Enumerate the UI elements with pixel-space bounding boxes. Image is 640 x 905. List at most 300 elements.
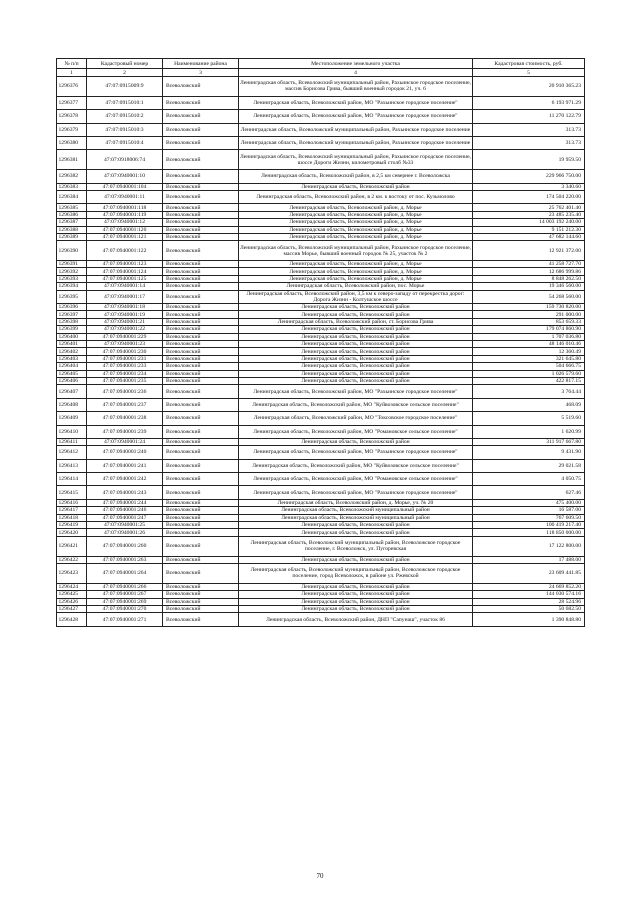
cadastral-value: 1 026 579.60 (473, 370, 585, 377)
district-name: Всеволожский (163, 499, 239, 506)
cadastral-value: 468.09 (473, 398, 585, 411)
cadastral-value-table (56, 58, 585, 627)
district-name: Всеволожский (163, 514, 239, 521)
row-number: 1296400 (57, 333, 87, 340)
district-name: Всеволожский (163, 204, 239, 211)
cadastral-value: 11 270 122.79 (473, 110, 585, 123)
district-name: Всеволожский (163, 219, 239, 226)
district-name: Всеволожский (163, 536, 239, 556)
cadastral-number: 47:07:0940001:11 (87, 190, 163, 203)
district-name: Всеволожский (163, 563, 239, 583)
table-row (57, 123, 585, 136)
cadastral-value: 23 485 235.40 (473, 211, 585, 218)
cadastral-number: 47:07:0940001:264 (87, 563, 163, 583)
table-row (57, 598, 585, 605)
cadastral-value: 4 050.75 (473, 473, 585, 486)
district-name: Всеволожский (163, 363, 239, 370)
cadastral-value: 179 074 860.90 (473, 326, 585, 333)
row-number: 1296411 (57, 438, 87, 445)
plot-location: Ленинградская область, Всеволожский район, МО "Рахьинское городское поселение" (239, 446, 473, 459)
district-name: Всеволожский (163, 333, 239, 340)
plot-location: Ленинградская область, Всеволожский район, д. Морье, уч. № 20 (239, 499, 473, 506)
cadastral-value: 3 764.44 (473, 385, 585, 398)
row-number: 1296403 (57, 355, 87, 362)
plot-location: Ленинградская область, Всеволожский муниципальный район, Всеволожское городское поселение, город Всеволожск, в районе ул. Ржевской (239, 563, 473, 583)
cadastral-number: 47:07:0940001:24 (87, 438, 163, 445)
cadastral-value: 174 504 220.00 (473, 190, 585, 203)
cadastral-number: 47:07:0940001:23 (87, 340, 163, 347)
row-number: 1296418 (57, 514, 87, 521)
row-number: 1296424 (57, 583, 87, 590)
table-row (57, 283, 585, 290)
district-name: Всеволожский (163, 438, 239, 445)
cadastral-number: 47:07:0940001:271 (87, 613, 163, 626)
cadastral-value: 1 620.99 (473, 425, 585, 438)
row-number: 1296390 (57, 241, 87, 261)
district-name: Всеволожский (163, 110, 239, 123)
cadastral-value: 17 122 800.00 (473, 536, 585, 556)
row-number: 1296406 (57, 377, 87, 384)
cadastral-number: 47:07:0940001:247 (87, 514, 163, 521)
plot-location: Ленинградская область, Всеволожский район, д. Морье (239, 226, 473, 233)
column-index: 3 (163, 69, 239, 77)
column-index-row (57, 69, 585, 77)
cadastral-number: 47:07:0918006:74 (87, 150, 163, 170)
row-number: 1296402 (57, 348, 87, 355)
plot-location: Ленинградская область, Всеволожский район, в 2,5 км севернее г. Всеволожска (239, 170, 473, 183)
cadastral-value: 422 817.15 (473, 377, 585, 384)
table-row (57, 514, 585, 521)
cadastral-number: 47:07:0940001:246 (87, 507, 163, 514)
plot-location: Ленинградская область, Всеволожский район, д. Морье (239, 261, 473, 268)
plot-location: Ленинградская область, Всеволожский район, д. Морье (239, 233, 473, 240)
cadastral-value: 19 959.50 (473, 150, 585, 170)
cadastral-value: 5 519.60 (473, 412, 585, 425)
table-row (57, 96, 585, 109)
cadastral-number: 47:07:0940001:26 (87, 529, 163, 536)
table-row (57, 438, 585, 445)
district-name: Всеволожский (163, 340, 239, 347)
cadastral-value: 9 151 212.30 (473, 226, 585, 233)
cadastral-value: 313.73 (473, 136, 585, 149)
row-number: 1296420 (57, 529, 87, 536)
cadastral-value: 313.73 (473, 123, 585, 136)
district-name: Всеволожский (163, 459, 239, 472)
plot-location: Ленинградская область, Всеволожский район, МО "Рахьинское городское поселение" (239, 96, 473, 109)
plot-location: Ленинградская область, Всеволожский район, д. Морье (239, 211, 473, 218)
district-name: Всеволожский (163, 529, 239, 536)
district-name: Всеволожский (163, 150, 239, 170)
plot-location: Ленинградская область, Всеволожский район, МО "Куйвозовское сельское поселение" (239, 459, 473, 472)
row-number: 1296421 (57, 536, 87, 556)
header-cadnum: Кадастровый номер (87, 59, 163, 69)
row-number: 1296382 (57, 170, 87, 183)
cadastral-number: 47:07:0940001:239 (87, 425, 163, 438)
plot-location: Ленинградская область, Всеволожский район, 3,5 км к северо-западу от перекрестка дорог: Дорога Жизни - Колтушское шоссе (239, 290, 473, 303)
table-row (57, 211, 585, 218)
district-name: Всеволожский (163, 355, 239, 362)
table-row (57, 398, 585, 411)
district-name: Всеволожский (163, 290, 239, 303)
plot-location: Ленинградская область, Всеволожский муниципальный район, Рахьинское городское поселение, массив Борисова Грива, бывший военный городок 21, уч. 6 (239, 77, 473, 97)
plot-location: Ленинградская область, Всеволожский район (239, 311, 473, 318)
row-number: 1296427 (57, 605, 87, 612)
row-number: 1296381 (57, 150, 87, 170)
cadastral-number: 47:07:0940001:236 (87, 385, 163, 398)
cadastral-number: 47:07:0940001:119 (87, 211, 163, 218)
row-number: 1296419 (57, 522, 87, 529)
cadastral-number: 47:07:0940001:240 (87, 446, 163, 459)
table-row (57, 136, 585, 149)
plot-location: Ленинградская область, Всеволожский район (239, 183, 473, 190)
row-number: 1296379 (57, 123, 87, 136)
district-name: Всеволожский (163, 77, 239, 97)
cadastral-value: 3 340.60 (473, 183, 585, 190)
district-name: Всеволожский (163, 261, 239, 268)
column-index: 5 (473, 69, 585, 77)
district-name: Всеволожский (163, 377, 239, 384)
cadastral-value: 159 730 820.00 (473, 304, 585, 311)
district-name: Всеволожский (163, 96, 239, 109)
cadastral-value: 853 659.33 (473, 318, 585, 325)
plot-location: Ленинградская область, Всеволожский район (239, 377, 473, 384)
cadastral-number: 47:07:0940001:243 (87, 486, 163, 499)
district-name: Всеволожский (163, 522, 239, 529)
plot-location: Ленинградская область, Всеволожский район, д. Морье (239, 219, 473, 226)
table-row (57, 473, 585, 486)
table-row (57, 204, 585, 211)
row-number: 1296422 (57, 556, 87, 563)
cadastral-value: 12 686 999.86 (473, 268, 585, 275)
plot-location: Ленинградская область, Всеволожский муниципальный район, Рахьинское городское поселение (239, 123, 473, 136)
cadastral-value: 50 682.50 (473, 605, 585, 612)
table-row (57, 522, 585, 529)
district-name: Всеволожский (163, 398, 239, 411)
plot-location: Ленинградская область, Всеволожский район, д. Морье (239, 275, 473, 282)
cadastral-value: 28 524.96 (473, 598, 585, 605)
table-row (57, 377, 585, 384)
table-row (57, 304, 585, 311)
cadastral-number: 47:07:0940001:233 (87, 363, 163, 370)
cadastral-number: 47:07:0940001:118 (87, 204, 163, 211)
row-number: 1296416 (57, 499, 87, 506)
table-row (57, 613, 585, 626)
cadastral-value: 19 346 560.00 (473, 283, 585, 290)
cadastral-value: 311 917 667.80 (473, 438, 585, 445)
plot-location: Ленинградская область, Всеволожский район (239, 355, 473, 362)
cadastral-number: 47:07:0915009:9 (87, 77, 163, 97)
cadastral-value: 12 921 372.00 (473, 241, 585, 261)
header-district: Наименование района (163, 59, 239, 69)
row-number: 1296409 (57, 412, 87, 425)
cadastral-number: 47:07:0940001:18 (87, 304, 163, 311)
table-row (57, 536, 585, 556)
plot-location: Ленинградская область, Всеволожский район (239, 583, 473, 590)
plot-location: Ленинградская область, Всеволожский район (239, 304, 473, 311)
cadastral-number: 47:07:0940001:238 (87, 412, 163, 425)
district-name: Всеволожский (163, 556, 239, 563)
cadastral-value: 16 587.00 (473, 507, 585, 514)
plot-location: Ленинградская область, Всеволожский район (239, 333, 473, 340)
table-row (57, 318, 585, 325)
cadastral-number: 47:07:0940001:10 (87, 170, 163, 183)
table-row (57, 446, 585, 459)
table-row (57, 363, 585, 370)
plot-location: Ленинградская область, Всеволожский муниципальный район, Всеволожское городское поселение, г. Всеволожск, ул. Пугоревская (239, 536, 473, 556)
plot-location: Ленинградская область, Всеволожский район (239, 556, 473, 563)
cadastral-value: 17 488.00 (473, 556, 585, 563)
district-name: Всеволожский (163, 123, 239, 136)
table-row (57, 268, 585, 275)
table-row (57, 563, 585, 583)
cadastral-value: 504 666.75 (473, 363, 585, 370)
plot-location: Ленинградская область, Всеволожский район (239, 363, 473, 370)
table-row (57, 507, 585, 514)
cadastral-value: 229 966 750.00 (473, 170, 585, 183)
cadastral-number: 47:07:0940001:231 (87, 355, 163, 362)
plot-location: Ленинградская область, Всеволожский район, МО "Романовское сельское поселение" (239, 425, 473, 438)
table-row (57, 170, 585, 183)
row-number: 1296380 (57, 136, 87, 149)
district-name: Всеволожский (163, 275, 239, 282)
cadastral-value: 48 146 010.46 (473, 340, 585, 347)
district-name: Всеволожский (163, 268, 239, 275)
cadastral-value: 25 762 401.40 (473, 204, 585, 211)
cadastral-number: 47:07:0940001:235 (87, 377, 163, 384)
table-row (57, 190, 585, 203)
table-row (57, 233, 585, 240)
table-row (57, 219, 585, 226)
district-name: Всеволожский (163, 226, 239, 233)
district-name: Всеволожский (163, 311, 239, 318)
plot-location: Ленинградская область, Всеволожский район (239, 340, 473, 347)
district-name: Всеволожский (163, 170, 239, 183)
table-body (57, 77, 585, 627)
cadastral-value: 29 021.58 (473, 459, 585, 472)
column-index: 4 (239, 69, 473, 77)
document-page (56, 58, 584, 627)
district-name: Всеволожский (163, 211, 239, 218)
cadastral-number: 47:07:0940001:104 (87, 183, 163, 190)
plot-location: Ленинградская область, Всеволожский район (239, 370, 473, 377)
cadastral-number: 47:07:0915010:1 (87, 96, 163, 109)
column-index: 2 (87, 69, 163, 77)
district-name: Всеволожский (163, 412, 239, 425)
table-row (57, 150, 585, 170)
table-row (57, 110, 585, 123)
cadastral-number: 47:07:0940001:266 (87, 583, 163, 590)
row-number: 1296412 (57, 446, 87, 459)
cadastral-number: 47:07:0940001:269 (87, 598, 163, 605)
row-number: 1296398 (57, 318, 87, 325)
plot-location: Ленинградская область, Всеволожский район, ДНП "Сапунаш", участок 86 (239, 613, 473, 626)
cadastral-number: 47:07:0940001:229 (87, 333, 163, 340)
cadastral-number: 47:07:0940001:17 (87, 290, 163, 303)
plot-location: Ленинградская область, Всеволожский район, МО "Рахьинское городское поселение" (239, 486, 473, 499)
district-name: Всеволожский (163, 446, 239, 459)
plot-location: Ленинградская область, Всеволожский район, МО "Токсовское городское поселение" (239, 412, 473, 425)
cadastral-number: 47:07:0940001:124 (87, 268, 163, 275)
row-number: 1296428 (57, 613, 87, 626)
table-row (57, 605, 585, 612)
cadastral-number: 47:07:0940001:122 (87, 241, 163, 261)
table-row (57, 486, 585, 499)
row-number: 1296377 (57, 96, 87, 109)
table-row (57, 241, 585, 261)
plot-location: Ленинградская область, Всеволожский район, МО "Романовское сельское поселение" (239, 473, 473, 486)
row-number: 1296387 (57, 219, 87, 226)
row-number: 1296407 (57, 385, 87, 398)
table-header-row (57, 59, 585, 69)
row-number: 1296397 (57, 311, 87, 318)
row-number: 1296399 (57, 326, 87, 333)
row-number: 1296404 (57, 363, 87, 370)
district-name: Всеволожский (163, 233, 239, 240)
row-number: 1296405 (57, 370, 87, 377)
district-name: Всеволожский (163, 370, 239, 377)
plot-location: Ленинградская область, Всеволожский район (239, 598, 473, 605)
table-row (57, 425, 585, 438)
plot-location: Ленинградская область, Всеволожский район, в 2 км. к востоку от пос. Кузьмолово (239, 190, 473, 203)
cadastral-value: 41 258 727.70 (473, 261, 585, 268)
row-number: 1296414 (57, 473, 87, 486)
plot-location: Ленинградская область, Всеволожский муниципальный район, Рахьинское городское поселение, шоссе Дороги Жизни, километровый столб №33 (239, 150, 473, 170)
plot-location: Ленинградская область, Всеволожский район (239, 591, 473, 598)
cadastral-value: 24 669 852.20 (473, 583, 585, 590)
cadastral-number: 47:07:0940001:123 (87, 261, 163, 268)
cadastral-number: 47:07:0940001:241 (87, 459, 163, 472)
district-name: Всеволожский (163, 591, 239, 598)
table-row (57, 290, 585, 303)
table-row (57, 499, 585, 506)
district-name: Всеволожский (163, 613, 239, 626)
plot-location: Ленинградская область, Всеволожский муниципальный район, Рахьинское городское поселение, массив Морье, бывший военный городок № 25, участок № 2 (239, 241, 473, 261)
plot-location: Ленинградская область, Всеволожский район, пос. Морье (239, 283, 473, 290)
table-row (57, 556, 585, 563)
district-name: Всеволожский (163, 385, 239, 398)
cadastral-number: 47:07:0940001:263 (87, 556, 163, 563)
cadastral-number: 47:07:0940001:270 (87, 605, 163, 612)
plot-location: Ленинградская область, Всеволожский район, д. Морье (239, 268, 473, 275)
cadastral-number: 47:07:0940001:14 (87, 283, 163, 290)
district-name: Всеволожский (163, 326, 239, 333)
table-row (57, 355, 585, 362)
header-value: Кадастровая стоимость, руб. (473, 59, 585, 69)
cadastral-value: 12 360.49 (473, 348, 585, 355)
table-row (57, 348, 585, 355)
table-row (57, 340, 585, 347)
district-name: Всеволожский (163, 598, 239, 605)
district-name: Всеволожский (163, 486, 239, 499)
cadastral-number: 47:07:0915010:4 (87, 136, 163, 149)
district-name: Всеволожский (163, 318, 239, 325)
plot-location: Ленинградская область, Всеволожский район, МО "Рахьинское городское поселение" (239, 385, 473, 398)
table-row (57, 412, 585, 425)
cadastral-number: 47:07:0915010:2 (87, 110, 163, 123)
cadastral-value: 475 400.00 (473, 499, 585, 506)
cadastral-value: 20 910 365.23 (473, 77, 585, 97)
cadastral-number: 47:07:0940001:230 (87, 348, 163, 355)
district-name: Всеволожский (163, 473, 239, 486)
plot-location: Ленинградская область, Всеволожский муниципальный район (239, 514, 473, 521)
row-number: 1296384 (57, 190, 87, 203)
cadastral-number: 47:07:0940001:121 (87, 233, 163, 240)
plot-location: Ленинградская область, Всеволожский район (239, 605, 473, 612)
table-row (57, 591, 585, 598)
table-row (57, 226, 585, 233)
row-number: 1296391 (57, 261, 87, 268)
cadastral-value: 1 390 848.80 (473, 613, 585, 626)
plot-location: Ленинградская область, Всеволожский район, ст. Борисова Грива (239, 318, 473, 325)
row-number: 1296389 (57, 233, 87, 240)
district-name: Всеволожский (163, 190, 239, 203)
district-name: Всеволожский (163, 304, 239, 311)
cadastral-value: 627.46 (473, 486, 585, 499)
cadastral-value: 321 645.80 (473, 355, 585, 362)
row-number: 1296413 (57, 459, 87, 472)
table-row (57, 370, 585, 377)
cadastral-number: 47:07:0940001:19 (87, 311, 163, 318)
table-row (57, 529, 585, 536)
row-number: 1296423 (57, 563, 87, 583)
cadastral-number: 47:07:0915010:3 (87, 123, 163, 136)
district-name: Всеволожский (163, 507, 239, 514)
row-number: 1296394 (57, 283, 87, 290)
plot-location: Ленинградская область, Всеволожский муниципальный район (239, 507, 473, 514)
row-number: 1296415 (57, 486, 87, 499)
row-number: 1296385 (57, 204, 87, 211)
table-row (57, 326, 585, 333)
plot-location: Ленинградская область, Всеволожский муниципальный район, Рахьинское городское поселение (239, 136, 473, 149)
cadastral-value: 767 609.50 (473, 514, 585, 521)
plot-location: Ленинградская область, Всеволожский район (239, 348, 473, 355)
table-row (57, 275, 585, 282)
plot-location: Ленинградская область, Всеволожский район (239, 438, 473, 445)
row-number: 1296383 (57, 183, 87, 190)
cadastral-value: 54 268 560.00 (473, 290, 585, 303)
cadastral-number: 47:07:0940001:234 (87, 370, 163, 377)
table-row (57, 385, 585, 398)
plot-location: Ленинградская область, Всеволожский район (239, 326, 473, 333)
row-number: 1296396 (57, 304, 87, 311)
cadastral-value: 6 193 971.29 (473, 96, 585, 109)
plot-location: Ленинградская область, Всеволожский район (239, 529, 473, 536)
district-name: Всеволожский (163, 183, 239, 190)
district-name: Всеволожский (163, 283, 239, 290)
row-number: 1296425 (57, 591, 87, 598)
cadastral-value: 144 030 574.16 (473, 591, 585, 598)
district-name: Всеволожский (163, 136, 239, 149)
cadastral-value: 9 431.90 (473, 446, 585, 459)
plot-location: Ленинградская область, Всеволожский район (239, 522, 473, 529)
cadastral-number: 47:07:0940001:120 (87, 226, 163, 233)
row-number: 1296408 (57, 398, 87, 411)
row-number: 1296401 (57, 340, 87, 347)
district-name: Всеволожский (163, 605, 239, 612)
plot-location: Ленинградская область, Всеволожский район, МО "Куйвозовское сельское поселение" (239, 398, 473, 411)
table-row (57, 583, 585, 590)
row-number: 1296386 (57, 211, 87, 218)
cadastral-value: 8 848 262.50 (473, 275, 585, 282)
table-row (57, 77, 585, 97)
district-name: Всеволожский (163, 425, 239, 438)
cadastral-number: 47:07:0940001:260 (87, 536, 163, 556)
district-name: Всеволожский (163, 241, 239, 261)
row-number: 1296388 (57, 226, 87, 233)
cadastral-value: 47 682 144.60 (473, 233, 585, 240)
cadastral-value: 14 003 192 240.00 (473, 219, 585, 226)
row-number: 1296417 (57, 507, 87, 514)
